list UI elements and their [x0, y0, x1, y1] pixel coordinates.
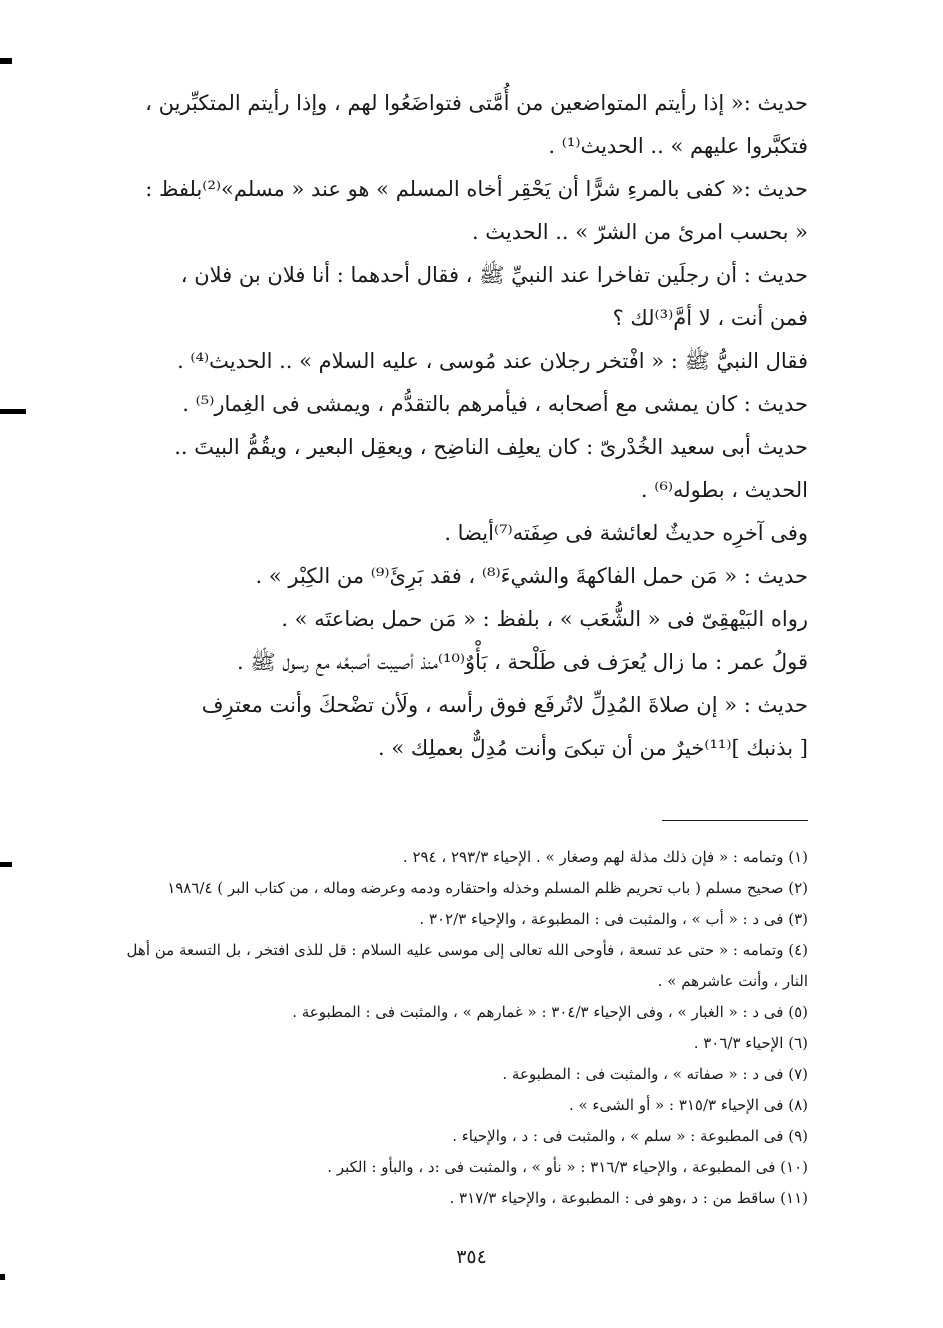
text-line: حديث :« كفى بالمرءِ شرًّا أن يَحْقِر أخاه المسلم » هو عند « مسلم»⁽²⁾بلفظ :: [145, 177, 808, 201]
footnote: (٩) فى المطبوعة : « سلم » ، والمثبت فى : د ، والإحياء .: [452, 1127, 808, 1145]
scan-margin-mark: [0, 409, 26, 414]
footnote-separator: [662, 820, 808, 821]
footnote: (٧) فى د : « صفاته » ، والمثبت فى : المطبوعة .: [502, 1065, 808, 1083]
footnote: (٣) فى د : « أب » ، والمثبت فى : المطبوعة ، والإحياء ٣٠٢/٣ .: [419, 910, 808, 928]
footnote: النار ، وأنت عاشرهم » .: [657, 972, 808, 990]
text-line: رواه البَيْهقِىّ فى « الشُّعَب » ، بلفظ : « مَن حمل بضاعتَه » .: [281, 607, 808, 631]
footnote: (٢) صحيح مسلم ( باب تحريم ظلم المسلم وخذله واحتقاره ودمه وعرضه وماله ، من كتاب البر ) ١٩٨٦/٤: [167, 879, 808, 897]
text-line: الحديث ، بطوله⁽⁶⁾ .: [640, 478, 808, 502]
footnote: (٤) وتمامه : « حتى عد تسعة ، فأوحى الله تعالى إلى موسى عليه السلام : قل للذى افتخر ، بل التسعة من أهل: [126, 941, 808, 959]
text-line: فتكبَّروا عليهم » .. الحديث⁽¹⁾ .: [548, 134, 808, 158]
text-line: حديث أبى سعيد الخُدْرىّ : كان يعلِف الناضِح ، ويعقِل البعير ، ويقُمُّ البيتَ ..: [174, 435, 808, 459]
text-line: وفى آخرِه حديثٌ لعائشة فى صِفَته⁽⁷⁾أيضا .: [444, 521, 808, 545]
scan-margin-mark: [0, 58, 12, 64]
footnote: (٨) فى الإحياء ٣١٥/٣ : « أو الشىء » .: [568, 1096, 808, 1114]
text-line: « بحسب امرئ من الشرّ » .. الحديث .: [471, 220, 808, 244]
footnotes: [78, 842, 808, 1214]
scan-margin-mark: [0, 862, 12, 867]
footnote: (١) وتمامه : « فإن ذلك مذلة لهم وصغار » . الإحياء ٢٩٣/٣ ، ٢٩٤ .: [402, 848, 808, 866]
main-text: [78, 82, 808, 770]
text-line: فمن أنت ، لا أمَّ⁽³⁾لك ؟: [612, 306, 808, 330]
footnote: (١١) ساقط من : د ،وهو فى : المطبوعة ، والإحياء ٣١٧/٣ .: [449, 1189, 808, 1207]
text-line: حديث : كان يمشى مع أصحابه ، فيأمرهم بالتقدُّم ، ويمشى فى الغِمار⁽⁵⁾ .: [182, 392, 808, 416]
footnote: (٦) الإحياء ٣٠٦/٣ .: [693, 1034, 808, 1052]
page-number: ٣٥٤: [456, 1246, 487, 1268]
text-line: حديث : أن رجلَين تفاخرا عند النبيِّ ﷺ ، فقال أحدهما : أنا فلان بن فلان ،: [180, 263, 808, 287]
text-line: حديث :« إذا رأيتم المتواضعين من أُمَّتى فتواضَعُوا لهم ، وإذا رأيتم المتكبِّرين ،: [145, 91, 808, 115]
text-line: حديث : « مَن حمل الفاكهةَ والشيءَ⁽⁸⁾ ، فقد بَرِئَ⁽⁹⁾ من الكِبْر » .: [255, 564, 808, 588]
footnote: (١٠) فى المطبوعة ، والإحياء ٣١٦/٣ : « نأو » ، والمثبت فى :د ، والبأو : الكبر .: [327, 1158, 808, 1176]
scan-margin-mark: [0, 1274, 5, 1280]
footnote: (٥) فى د : « الغبار » ، وفى الإحياء ٣٠٤/٣ : « غمارهم » ، والمثبت فى : المطبوعة .: [292, 1003, 808, 1021]
text-line: فقال النبيُّ ﷺ : « افْتخر رجلان عند مُوسى ، عليه السلام » .. الحديث⁽⁴⁾ .: [177, 349, 808, 373]
text-line: حديث : « إن صلاةَ المُدِلِّ لاتُرفَع فوق رأسه ، ولَأن تضْحكَ وأنت معترِف: [201, 693, 808, 717]
text-line: [ بذنبك ]⁽¹¹⁾خيرٌ من أن تبكىَ وأنت مُدِلٌّ بعملِك » .: [378, 736, 808, 760]
text-line: قولُ عمر : ما زال يُعرَف فى طَلْحة ، بَأْوٌ⁽¹⁰⁾منذ أصيبت أصبعُه مع رسول ﷺ .: [236, 650, 808, 674]
